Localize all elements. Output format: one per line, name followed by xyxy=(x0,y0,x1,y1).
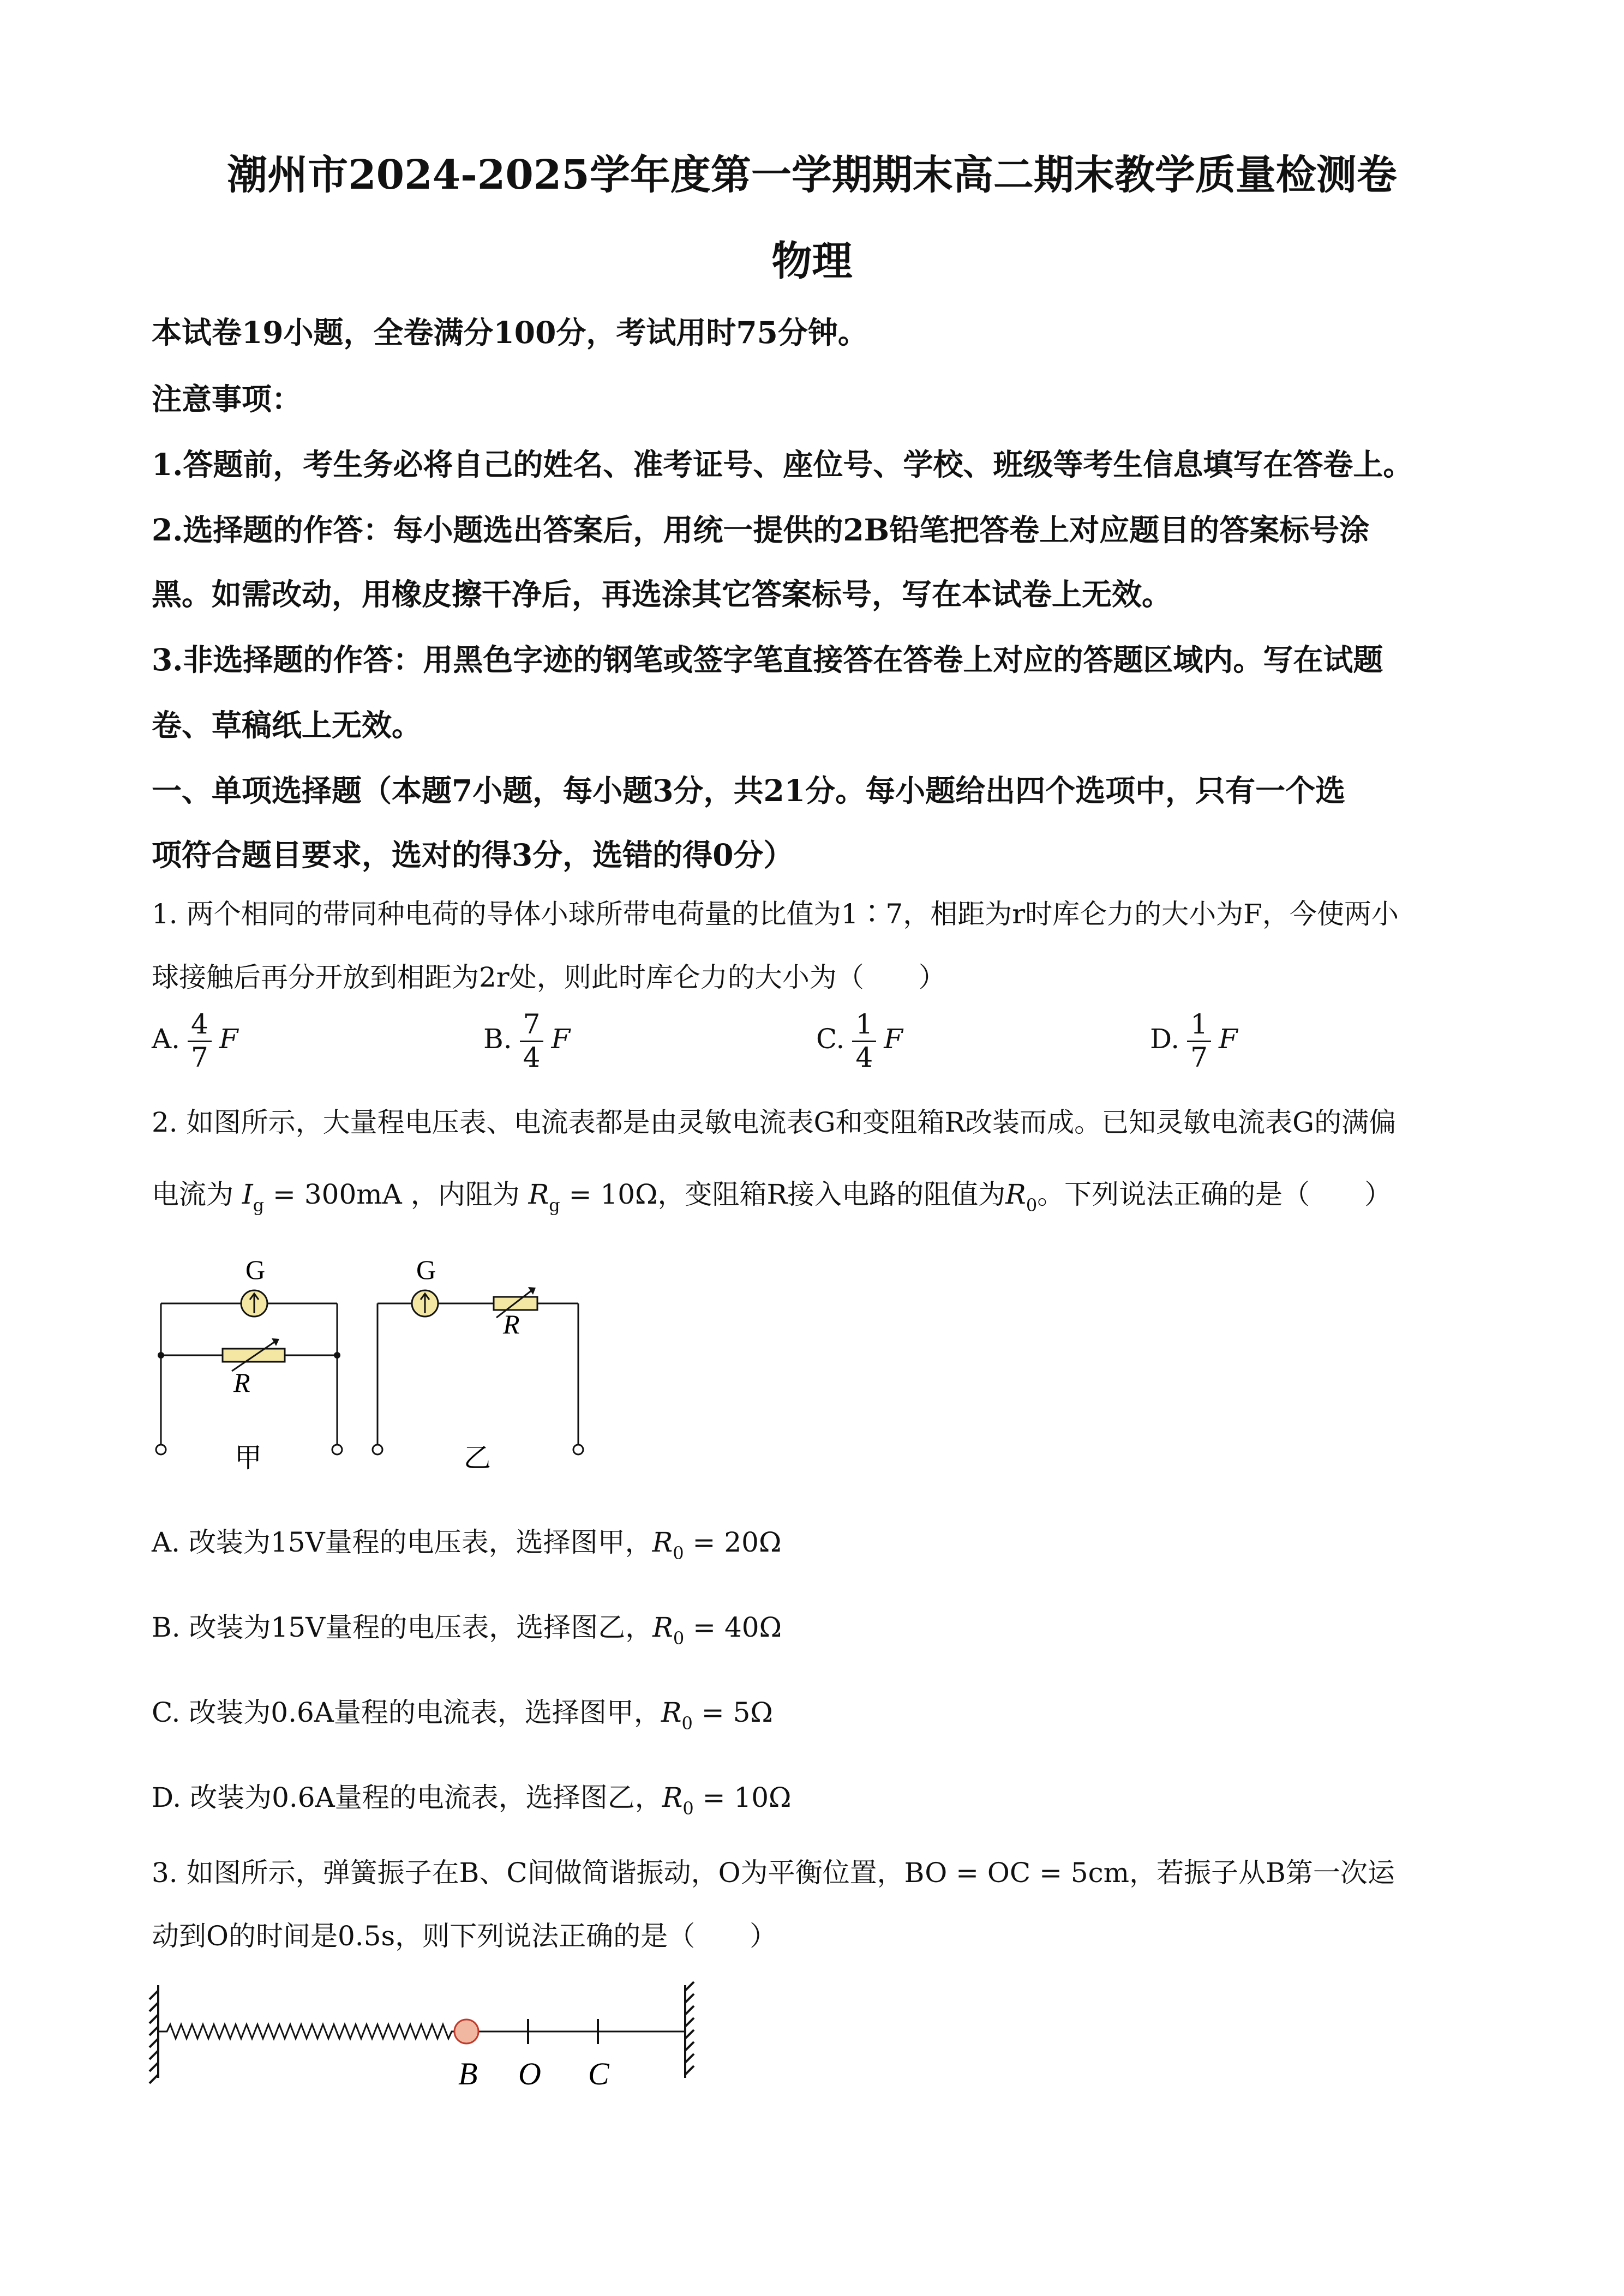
label-r-left: R xyxy=(233,1367,250,1398)
notice-title: 注意事项： xyxy=(152,381,302,417)
junction-dot xyxy=(334,1352,340,1359)
option-text: D. 改装为0.6A量程的电流表，选择图乙， xyxy=(152,1782,662,1813)
fraction xyxy=(188,1009,212,1073)
question-1-stem-cont: 球接触后再分开放到相距为2r处，则此时库仑力的大小为（ ） xyxy=(152,961,946,993)
label-o: O xyxy=(518,2056,541,2091)
q1-option-d xyxy=(1150,1009,1238,1073)
notice-item-2-cont: 黑。如需改动，用橡皮擦干净后，再选涂其它答案标号，写在本试卷上无效。 xyxy=(152,576,1172,612)
fraction xyxy=(520,1009,544,1073)
galvanometer-left xyxy=(241,1290,267,1317)
question-3-stem: 3. 如图所示，弹簧振子在B、C间做简谐振动，O为平衡位置，BO = OC = 5cm，若振子从B第一次运 xyxy=(152,1857,1395,1889)
variable: F xyxy=(1219,1023,1238,1055)
circuit-diagram xyxy=(142,1249,611,1478)
right-wall xyxy=(685,1982,694,2078)
symbol: R xyxy=(652,1526,673,1558)
label-b: B xyxy=(458,2056,478,2091)
label-g-right: G xyxy=(416,1254,436,1285)
ig-symbol: I xyxy=(242,1179,253,1210)
value: = 20Ω xyxy=(684,1526,782,1558)
rg-symbol: R xyxy=(528,1179,549,1210)
numerator: 1 xyxy=(852,1009,876,1042)
option-label: D. xyxy=(1150,1023,1180,1055)
denominator: 4 xyxy=(855,1041,873,1073)
section-heading-cont: 项符合题目要求，选对的得3分，选错的得0分） xyxy=(152,837,794,873)
subscript: 0 xyxy=(673,1628,685,1649)
spring xyxy=(158,2024,458,2039)
question-2-stem-cont xyxy=(152,1173,1392,1216)
subscript: 0 xyxy=(682,1798,694,1819)
q1-option-b xyxy=(483,1009,570,1073)
label-c: C xyxy=(588,2056,609,2091)
page-title: 潮州市2024-2025学年度第一学期期末高二期末教学质量检测卷 xyxy=(227,152,1397,199)
ig-subscript: g xyxy=(253,1195,265,1216)
subscript: 0 xyxy=(673,1543,684,1564)
notice-item-3: 3.非选择题的作答：用黑色字迹的钢笔或签字笔直接答在答卷上对应的答题区域内。写在试题 xyxy=(152,642,1383,677)
galvanometer-right xyxy=(412,1290,438,1317)
caption-right: 乙 xyxy=(464,1442,491,1473)
variable: F xyxy=(884,1023,903,1055)
r0-subscript: 0 xyxy=(1026,1195,1038,1216)
subject-title: 物理 xyxy=(771,238,853,285)
q2-option-c xyxy=(152,1691,773,1734)
q1-option-c xyxy=(816,1009,903,1073)
rg-subscript: g xyxy=(549,1195,560,1216)
q2-option-b xyxy=(152,1606,782,1649)
fraction xyxy=(852,1009,876,1073)
fraction xyxy=(1187,1009,1211,1073)
notice-item-1: 1.答题前，考生务必将自己的姓名、准考证号、座位号、学校、班级等考生信息填写在答卷上。 xyxy=(152,447,1413,482)
notice-item-3-cont: 卷、草稿纸上无效。 xyxy=(152,707,422,743)
value: = 5Ω xyxy=(692,1697,773,1728)
q1-option-a xyxy=(152,1009,238,1073)
option-label: B. xyxy=(483,1023,512,1055)
option-text: C. 改装为0.6A量程的电流表，选择图甲， xyxy=(152,1697,661,1728)
terminal xyxy=(373,1445,382,1454)
option-label: A. xyxy=(152,1023,181,1055)
exam-summary: 本试卷19小题，全卷满分100分，考试用时75分钟。 xyxy=(152,315,868,350)
symbol: R xyxy=(652,1612,673,1643)
terminal xyxy=(332,1445,342,1454)
value: = 40Ω xyxy=(684,1612,782,1643)
rg-value: = 10Ω xyxy=(560,1179,658,1210)
variable: F xyxy=(551,1023,571,1055)
q2-option-a xyxy=(152,1520,781,1564)
text-segment: ，内阻为 xyxy=(410,1179,520,1210)
symbol: R xyxy=(662,1782,683,1813)
label-g-left: G xyxy=(245,1254,266,1285)
section-heading: 一、单项选择题（本题7小题，每小题3分，共21分。每小题给出四个选项中，只有一个选 xyxy=(152,773,1346,808)
spring-oscillator-diagram xyxy=(142,1974,709,2111)
option-text: B. 改装为15V量程的电压表，选择图乙， xyxy=(152,1612,653,1643)
numerator: 7 xyxy=(520,1009,544,1042)
terminal xyxy=(573,1445,583,1454)
question-1-stem: 1. 两个相同的带同种电荷的导体小球所带电荷量的比值为1∶7，相距为r时库仑力的大小为F，今使两小 xyxy=(152,898,1399,930)
numerator: 4 xyxy=(188,1009,212,1042)
symbol: R xyxy=(661,1697,682,1728)
rheostat-left xyxy=(223,1338,285,1371)
subscript: 0 xyxy=(681,1713,693,1734)
text-segment: 。下列说法正确的是（ ） xyxy=(1037,1179,1392,1210)
text-segment: 电流为 xyxy=(152,1179,233,1210)
option-label: C. xyxy=(816,1023,845,1055)
option-text: A. 改装为15V量程的电压表，选择图甲， xyxy=(152,1526,652,1558)
denominator: 7 xyxy=(1190,1041,1208,1073)
q2-option-d xyxy=(152,1776,792,1819)
value: = 10Ω xyxy=(693,1782,792,1813)
terminal xyxy=(156,1445,166,1454)
denominator: 4 xyxy=(523,1041,541,1073)
denominator: 7 xyxy=(191,1041,208,1073)
variable: F xyxy=(219,1023,238,1055)
notice-item-2: 2.选择题的作答：每小题选出答案后，用统一提供的2B铅笔把答卷上对应题目的答案标号涂 xyxy=(152,512,1370,548)
ig-value: = 300mA xyxy=(264,1179,402,1210)
r0-symbol: R xyxy=(1005,1179,1026,1210)
question-3-stem-cont: 动到O的时间是0.5s，则下列说法正确的是（ ） xyxy=(152,1920,777,1952)
question-2-stem: 2. 如图所示，大量程电压表、电流表都是由灵敏电流表G和变阻箱R改装而成。已知灵敏电流表G的满偏 xyxy=(152,1107,1397,1138)
left-wall xyxy=(149,1985,158,2083)
text-segment: ，变阻箱R接入电路的阻值为 xyxy=(657,1179,1006,1210)
junction-dot xyxy=(158,1352,164,1359)
numerator: 1 xyxy=(1187,1009,1211,1042)
oscillator-ball xyxy=(454,2019,478,2043)
label-r-right: R xyxy=(503,1309,520,1339)
caption-left: 甲 xyxy=(235,1442,262,1473)
